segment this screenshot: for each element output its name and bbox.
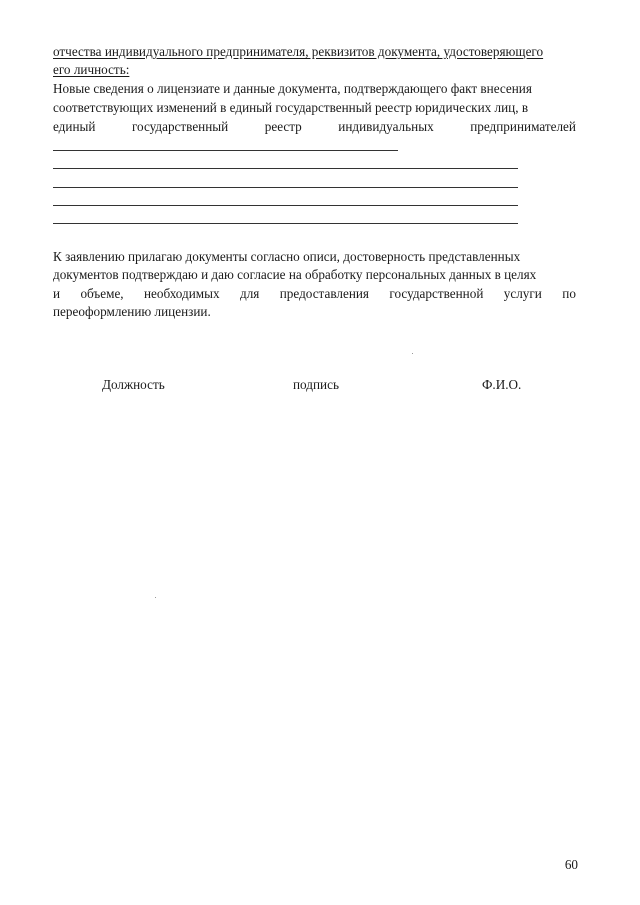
word: по: [562, 286, 576, 301]
text-line-5: [53, 118, 576, 136]
word: реестр: [264, 119, 302, 134]
word: необходимых: [144, 286, 220, 301]
word: и: [53, 286, 61, 301]
word: государственной: [389, 286, 484, 301]
word: предоставления: [279, 286, 369, 301]
blank-line-5: [53, 223, 518, 224]
word: объеме,: [80, 286, 124, 301]
blank-line-1: [53, 150, 398, 151]
scan-speck: [412, 353, 413, 354]
text-line-6: К заявлению прилагаю документы согласно описи, достоверность представленных: [53, 249, 521, 264]
text-line-9: переоформлению лицензии.: [53, 304, 211, 319]
word: для: [239, 286, 260, 301]
text-line-8: [53, 285, 576, 303]
position-label: Должность: [102, 377, 165, 392]
scan-speck: [155, 597, 156, 598]
blank-line-3: [53, 187, 518, 188]
signature-label: подпись: [293, 377, 339, 392]
word: предпринимателей: [470, 119, 576, 134]
text-line-7: документов подтверждаю и даю согласие на обработку персональных данных в целях: [53, 267, 537, 282]
text-line-2: его личность:: [53, 62, 130, 77]
word: услуги: [503, 286, 542, 301]
text-line-1: отчества индивидуального предпринимателя, реквизитов документа, удостоверяющего: [53, 44, 544, 59]
page-number: 60: [564, 857, 578, 872]
blank-line-2: [53, 168, 518, 169]
name-label: Ф.И.О.: [482, 377, 522, 392]
text-line-3: Новые сведения о лицензиате и данные документа, подтверждающего факт внесения: [53, 81, 532, 96]
word: государственный: [131, 119, 229, 134]
text-line-4: соответствующих изменений в единый государственный реестр юридических лиц, в: [53, 100, 529, 115]
blank-line-4: [53, 205, 518, 206]
word: индивидуальных: [338, 119, 434, 134]
word: единый: [53, 119, 96, 134]
